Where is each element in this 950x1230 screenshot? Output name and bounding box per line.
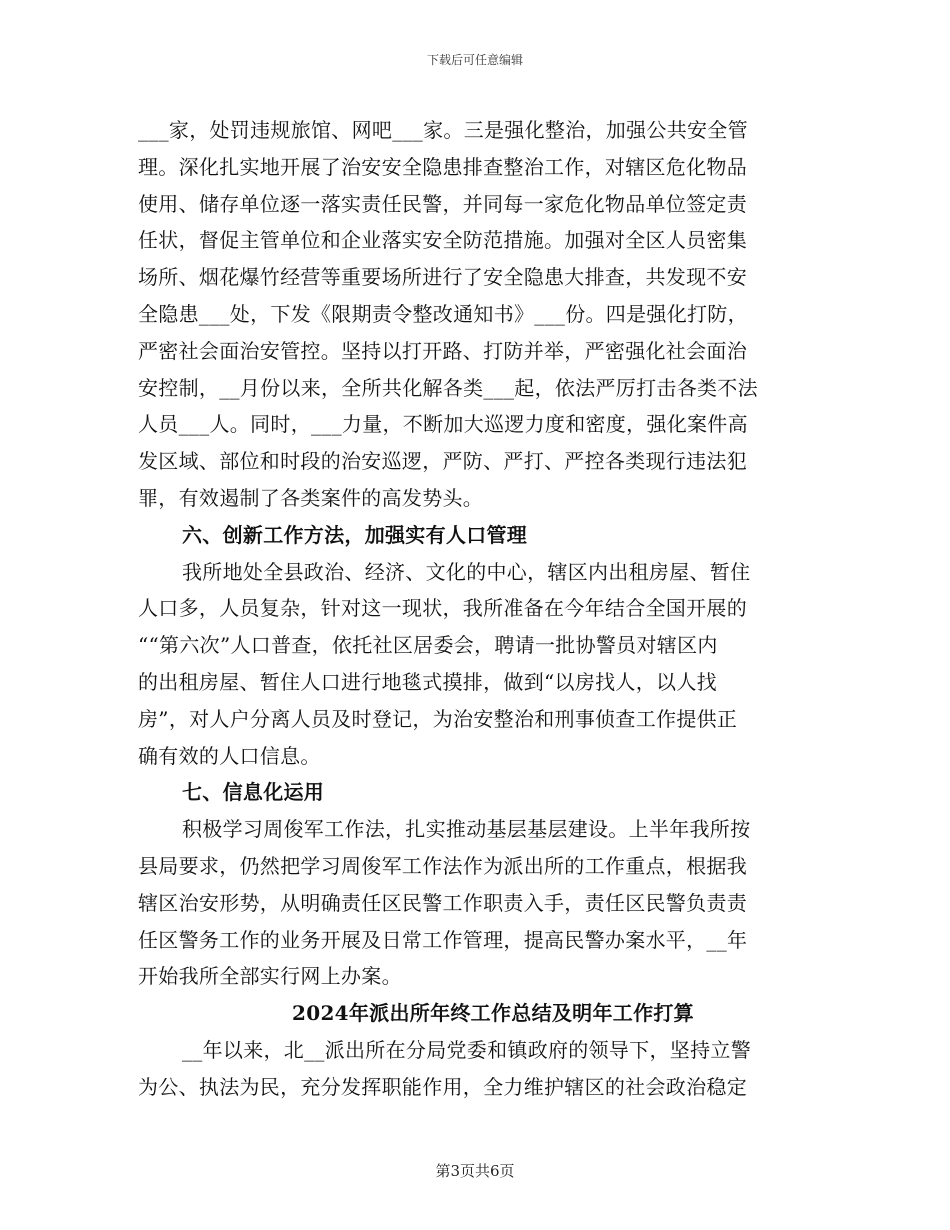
paragraph-line: 我所地处全县政治、经济、文化的中心，辖区内出租房屋、暂住 <box>182 559 751 584</box>
section-heading: 六、创新工作方法，加强实有人口管理 <box>182 522 528 547</box>
paragraph-line: 县局要求，仍然把学习周俊军工作法作为派出所的工作重点，根据我 <box>138 853 747 878</box>
paragraph-line: 全隐患___处，下发《限期责令整改通知书》___份。四是强化打防， <box>138 301 748 326</box>
paragraph-line: 场所、烟花爆竹经营等重要场所进行了安全隐患大排查，共发现不安 <box>138 265 747 290</box>
paragraph-line: ““第六次”人口普查，依托社区居委会，聘请一批协警员对辖区内 <box>138 633 718 658</box>
paragraph-line: 任状，督促主管单位和企业落实安全防范措施。加强对全区人员密集 <box>138 228 747 253</box>
page-header: 下载后可任意编辑 <box>426 53 523 67</box>
paragraph-line: 辖区治安形势，从明确责任区民警工作职责入手，责任区民警负责责 <box>138 890 747 915</box>
paragraph-line: 房”，对人户分离人员及时登记，为治安整治和刑事侦查工作提供正 <box>138 706 738 731</box>
section-heading: 七、信息化运用 <box>182 780 325 805</box>
paragraph-line: 安控制，__月份以来，全所共化解各类___起，依法严厉打击各类不法 <box>138 375 758 400</box>
paragraph-line: 严密社会面治安管控。坚持以打开路、打防并举，严密强化社会面治 <box>138 338 747 363</box>
paragraph-line: 罪，有效遏制了各类案件的高发势头。 <box>138 485 484 510</box>
paragraph-line: 理。深化扎实地开展了治安安全隐患排查整治工作，对辖区危化物品 <box>138 154 747 179</box>
page-footer: 第3页共6页 <box>435 1162 515 1180</box>
paragraph-line: 确有效的人口信息。 <box>138 743 321 768</box>
document-title: 2024年派出所年终工作总结及明年工作打算 <box>292 1001 694 1026</box>
paragraph-line: ___家，处罚违规旅馆、网吧___家。三是强化整治，加强公共安全管 <box>138 118 748 142</box>
paragraph-line: 人口多，人员复杂，针对这一现状，我所准备在今年结合全国开展的 <box>138 596 747 621</box>
paragraph-line: 发区域、部位和时段的治安巡逻，严防、严打、严控各类现行违法犯 <box>138 449 747 474</box>
paragraph-line: 积极学习周俊军工作法，扎实推动基层基层建设。上半年我所按 <box>182 817 751 842</box>
document-body <box>138 112 808 1106</box>
paragraph-line: 为公、执法为民，充分发挥职能作用，全力维护辖区的社会政治稳定 <box>138 1074 747 1099</box>
paragraph-line: 使用、储存单位逐一落实责任民警，并同每一家危化物品单位签定责 <box>138 191 747 216</box>
paragraph-line: 任区警务工作的业务开展及日常工作管理，提高民警办案水平，__年 <box>138 927 748 952</box>
paragraph-line: 的出租房屋、暂住人口进行地毯式摸排，做到“以房找人，以人找 <box>138 669 717 694</box>
paragraph-line: 开始我所全部实行网上办案。 <box>138 964 402 989</box>
paragraph-line: 人员___人。同时，___力量，不断加大巡逻力度和密度，强化案件高 <box>138 412 748 437</box>
paragraph-line: __年以来，北__派出所在分局党委和镇政府的领导下，坚持立警 <box>182 1037 751 1062</box>
